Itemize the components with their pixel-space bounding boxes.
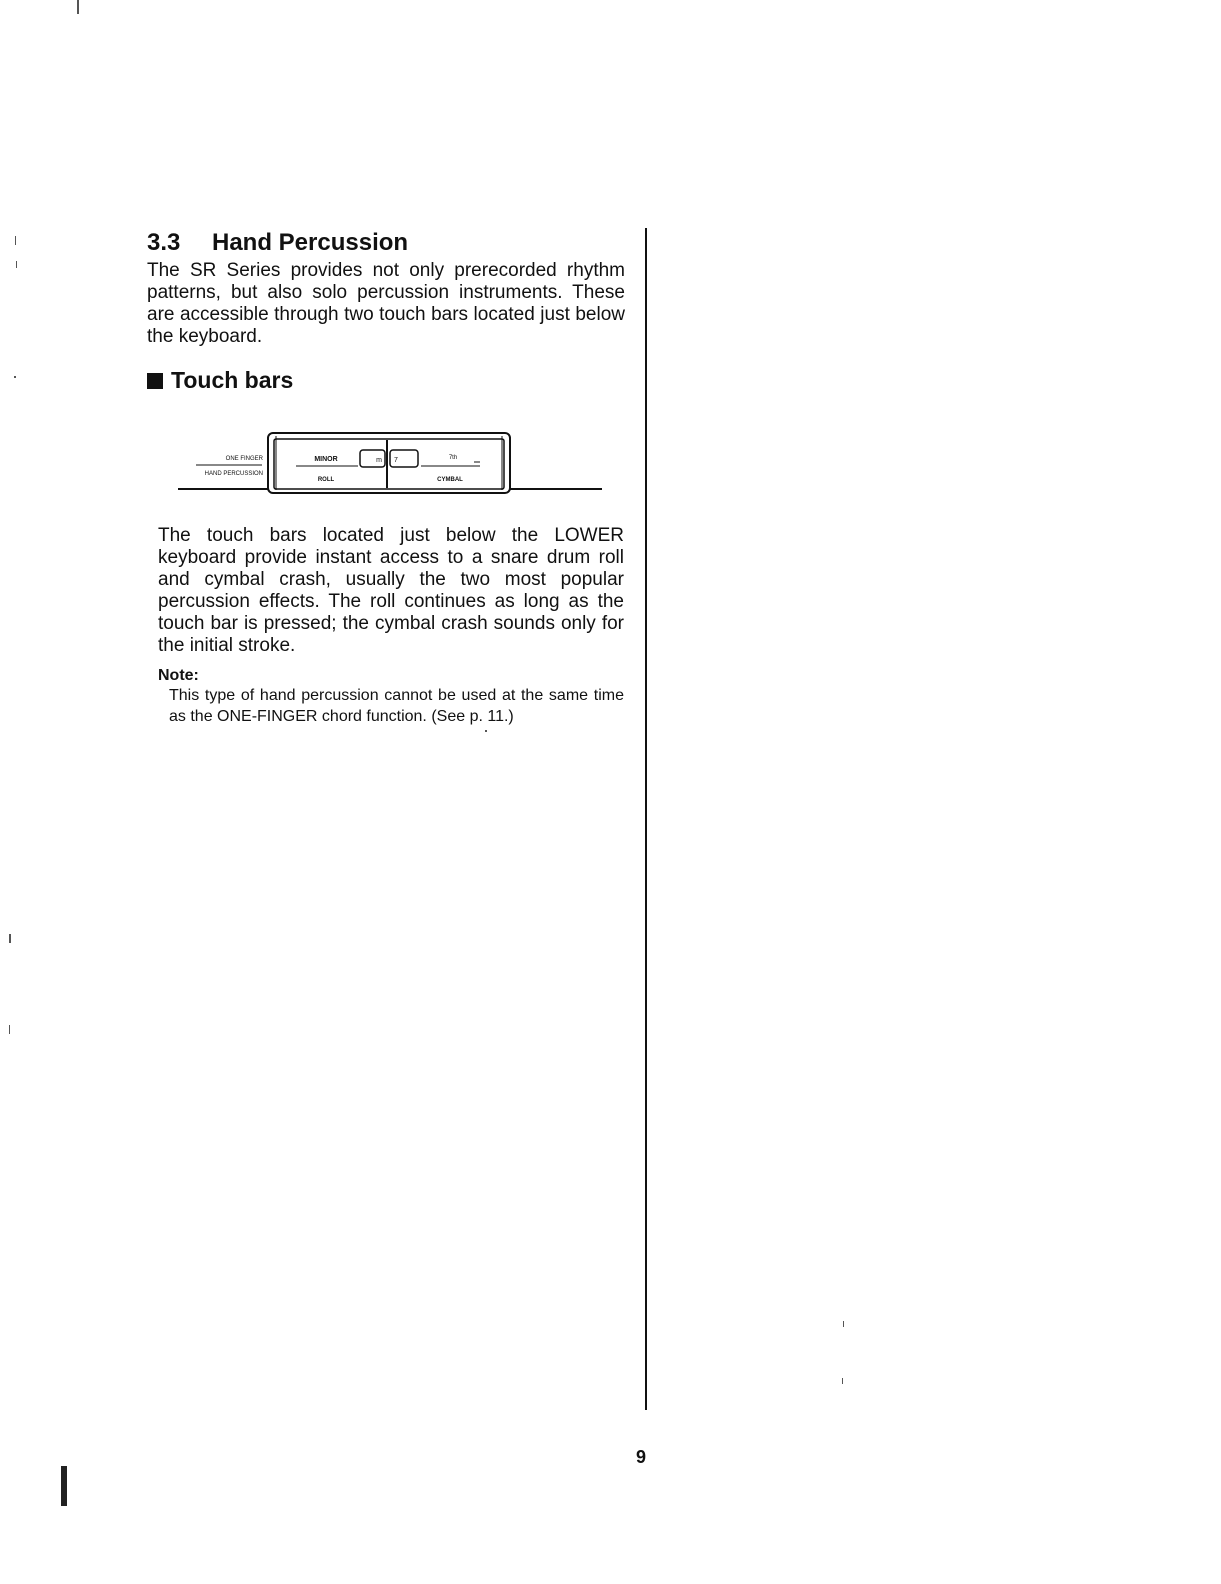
touch-bar-illustration bbox=[178, 428, 602, 500]
scan-speck bbox=[485, 730, 487, 732]
note-text: This type of hand percussion cannot be used at the same time as the ONE-FINGER chord function. (See p. 11.) bbox=[169, 687, 624, 725]
scan-speck bbox=[14, 376, 16, 378]
body-paragraph: The touch bars located just below the LOWER keyboard provide instant access to a snare drum roll and cymbal crash, usually the two most popular percussion effects. The roll continues as long as the touch bar is pressed; the cymbal crash sounds only for the initial stroke. bbox=[158, 525, 624, 656]
seventh-label: 7th bbox=[448, 455, 458, 461]
scan-speck bbox=[842, 1378, 843, 1384]
section-heading bbox=[147, 228, 408, 258]
square-bullet-icon bbox=[147, 373, 163, 389]
scan-speck bbox=[77, 0, 79, 14]
cymbal-label: CYMBAL bbox=[437, 477, 463, 483]
hand-percussion-label: HAND PERCUSSION bbox=[204, 471, 263, 477]
scan-speck bbox=[9, 1025, 10, 1034]
scan-speck bbox=[61, 1466, 67, 1506]
touch-bar-diagram bbox=[178, 428, 602, 500]
column-divider bbox=[645, 228, 647, 1410]
one-finger-label: ONE FINGER bbox=[225, 456, 263, 462]
section-title: Hand Percussion bbox=[212, 229, 409, 256]
note-label: Note: bbox=[158, 667, 199, 684]
minor-key-label: m bbox=[376, 457, 382, 464]
subsection-title: Touch bars bbox=[171, 367, 294, 393]
scan-speck bbox=[16, 261, 17, 268]
seventh-key-label: 7 bbox=[394, 457, 398, 464]
scan-speck bbox=[843, 1321, 844, 1327]
roll-label: ROLL bbox=[317, 477, 335, 483]
section-number: 3.3 bbox=[147, 229, 181, 256]
scan-speck bbox=[15, 236, 16, 245]
scan-speck bbox=[9, 934, 11, 943]
minor-label: MINOR bbox=[314, 456, 338, 463]
page-number: 9 bbox=[636, 1447, 647, 1467]
intro-paragraph: The SR Series provides not only prerecorded rhythm patterns, but also solo percussion instruments. These are accessible through two touch bars located just below the keyboard. bbox=[147, 260, 625, 347]
subsection-heading bbox=[147, 365, 293, 395]
touch-bar-housing bbox=[268, 433, 510, 493]
